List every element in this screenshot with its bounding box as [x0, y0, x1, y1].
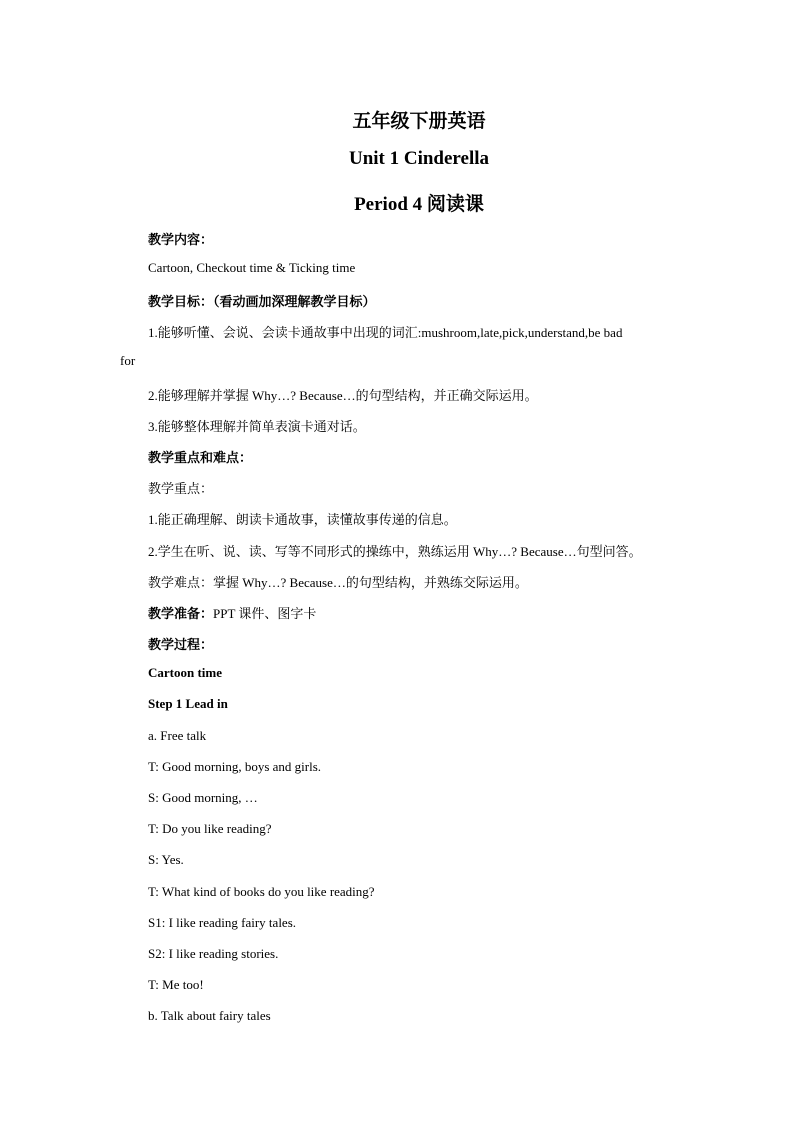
objective-2: 2.能够理解并掌握 Why…? Because…的句型结构，并正确交际运用。 [148, 388, 538, 403]
difficulty: 教学难点：掌握 Why…? Because…的句型结构，并熟练交际运用。 [148, 575, 528, 590]
objective-1-continued: for [120, 353, 136, 368]
sub-step-a: a. Free talk [148, 728, 207, 743]
dialogue-line: T: Good morning, boys and girls. [148, 759, 322, 774]
dialogue-line: T: What kind of books do you like reading? [148, 884, 375, 899]
focus-label: 教学重点： [148, 481, 214, 496]
objective-3: 3.能够整体理解并简单表演卡通对话。 [148, 419, 366, 434]
section-heading: Cartoon time [148, 665, 223, 680]
preparation-text: PPT 课件、图字卡 [213, 606, 317, 621]
focus-1: 1.能正确理解、朗读卡通故事，读懂故事传递的信息。 [148, 512, 457, 527]
key-points-label: 教学重点和难点： [148, 450, 253, 465]
content-label: 教学内容： [148, 232, 214, 247]
dialogue-line: T: Me too! [148, 977, 204, 992]
period-title: Period 4 阅读课 [354, 194, 484, 215]
preparation-label: 教学准备： [148, 606, 214, 621]
objectives-label: 教学目标：（看动画加深理解教学目标） [148, 294, 376, 309]
focus-2: 2.学生在听、说、读、写等不同形式的操练中，熟练运用 Why…? Because…句型问答。 [148, 544, 642, 559]
content-text: Cartoon, Checkout time & Ticking time [148, 260, 356, 275]
dialogue-line: S: Good morning, … [148, 790, 258, 805]
unit-title: Unit 1 Cinderella [348, 148, 490, 169]
dialogue-line: S1: I like reading fairy tales. [148, 915, 297, 930]
dialogue-line: S2: I like reading stories. [148, 946, 279, 961]
process-label: 教学过程： [148, 637, 214, 652]
doc-title: 五年级下册英语 [352, 111, 486, 132]
preparation-line [148, 603, 316, 622]
step-heading: Step 1 Lead in [148, 696, 228, 711]
sub-step-b: b. Talk about fairy tales [148, 1008, 271, 1023]
dialogue-line: T: Do you like reading? [148, 821, 272, 836]
objective-1: 1.能够听懂、会说、会读卡通故事中出现的词汇:mushroom,late,pick,understand,be bad [148, 325, 623, 340]
dialogue-line: S: Yes. [148, 852, 184, 867]
